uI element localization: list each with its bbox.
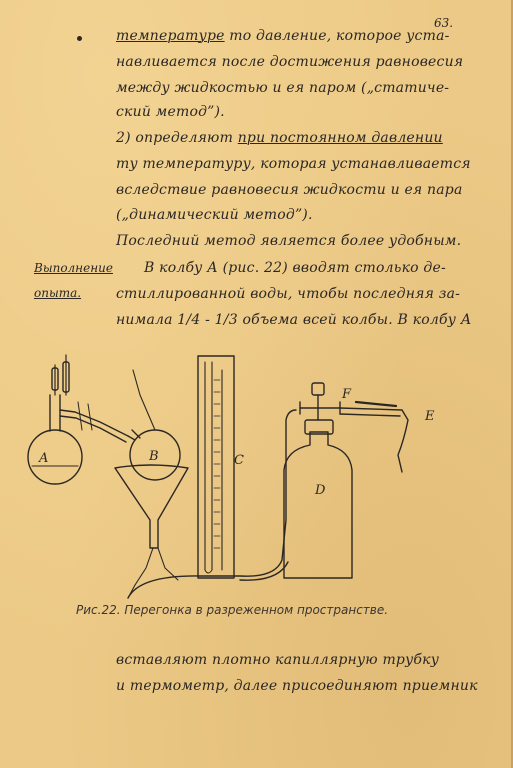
text-line-2: навливается после достижения равновесия (116, 54, 464, 70)
label-f: F (342, 387, 352, 402)
margin-note-line-1: Выполнение (34, 261, 113, 275)
page-number: 63. (434, 16, 454, 30)
label-b: B (149, 449, 159, 464)
funnel (115, 465, 188, 548)
manometer-c (198, 356, 234, 578)
text-line-3: между жидкостью и ея паром („статиче- (116, 80, 450, 96)
underlined-term-temperature: температуре (116, 28, 225, 44)
label-c: C (234, 453, 244, 468)
underlined-phrase-constant-pressure: при постоянном давлении (237, 130, 443, 146)
text-line-6: ту температуру, которая устанавливается (116, 156, 471, 172)
figure-caption: Рис.22. Перегонка в разреженном пространстве. (76, 603, 389, 617)
side-arm (60, 410, 128, 436)
label-e: E (425, 409, 435, 424)
margin-note-line-2: опыта. (34, 286, 82, 300)
text-line-4: ский метод”). (116, 104, 225, 120)
text-line-1: температуре то давление, которое уста- (116, 28, 450, 44)
text-line-9: Последний метод является более удобным. (116, 233, 462, 249)
stopcock-f (300, 395, 340, 420)
flask-a (28, 430, 82, 484)
label-d: D (315, 483, 326, 498)
text-line-7: вследствие равновесия жидкости и ея пара (116, 182, 463, 198)
text-line-8: („динамический метод”). (116, 207, 313, 223)
text-line-12: нимала 1/4 - 1/3 объема всей колбы. В колбу А (116, 312, 472, 328)
text-line-11: стиллированной воды, чтобы последняя за- (116, 286, 461, 302)
flask-a-neck (50, 395, 60, 431)
text-line-5: 2) определяют при постоянном давлении (116, 130, 443, 146)
text-line-10: В колбу А (рис. 22) вводят столько де- (144, 260, 446, 276)
bottle-d (284, 432, 352, 578)
bottom-text-line-1: вставляют плотно капиллярную трубку (116, 652, 440, 668)
bottom-text-line-2: и термометр, далее присоединяют приемник (116, 678, 478, 694)
label-a: A (39, 451, 49, 466)
